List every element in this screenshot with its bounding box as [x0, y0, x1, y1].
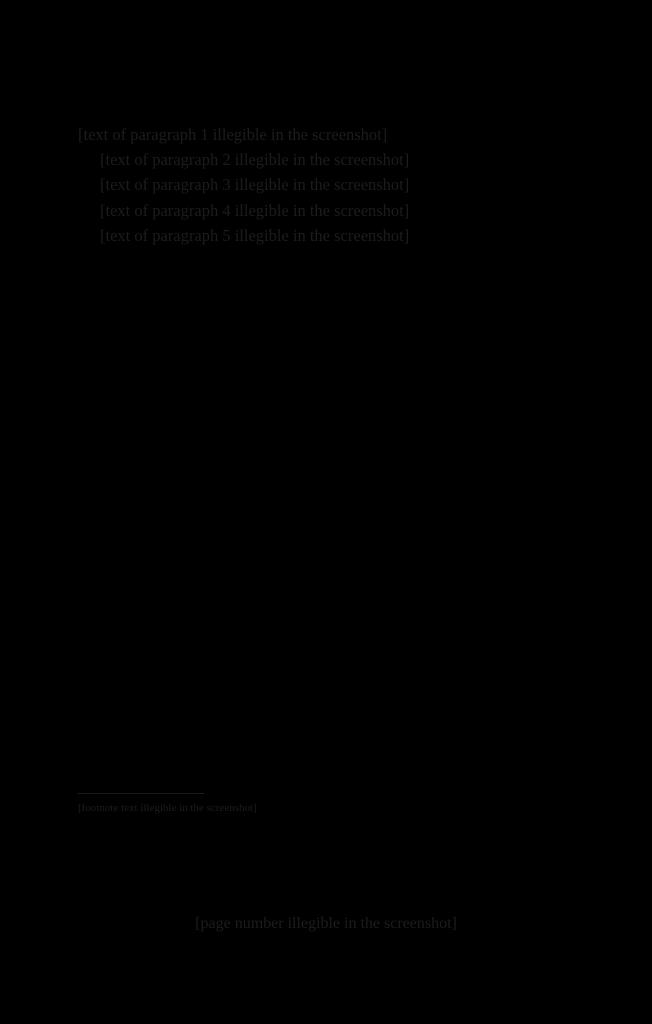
footnote-divider: [78, 793, 204, 794]
dialogue-paragraph: [text of paragraph 5 illegible in the screenshot]: [100, 225, 410, 245]
page-number: [page number illegible in the screenshot]: [195, 915, 457, 932]
footnote-text: [footnote text illegible in the screenshot]: [78, 802, 257, 814]
body-text: [78, 122, 540, 248]
paragraph-continued: [text of paragraph 1 illegible in the screenshot]: [78, 125, 388, 144]
paragraph: [text of paragraph 3 illegible in the screenshot]: [100, 175, 410, 195]
paragraph: [text of paragraph 2 illegible in the screenshot]: [100, 150, 410, 170]
footnote: [78, 800, 540, 817]
paragraph: [text of paragraph 4 illegible in the screenshot]: [100, 200, 410, 220]
